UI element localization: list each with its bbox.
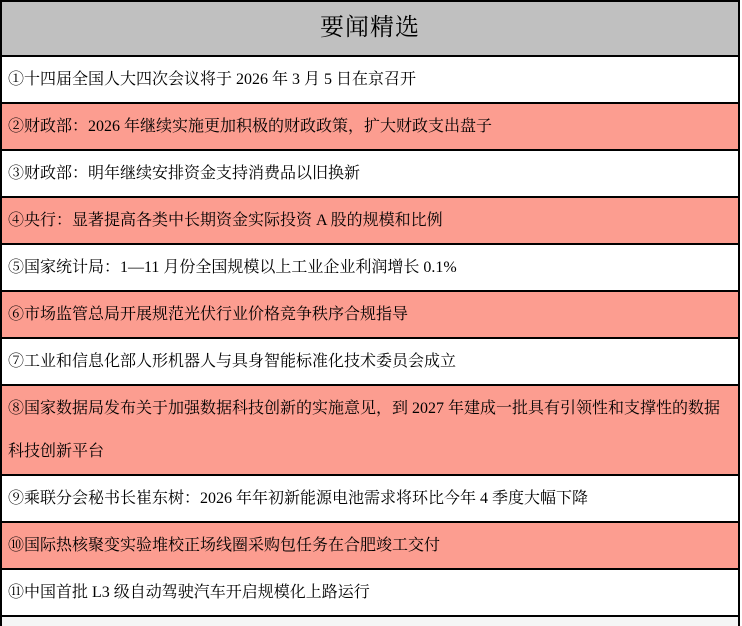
news-item-text: ②财政部：2026 年继续实施更加积极的财政政策，扩大财政支出盘子 [8,118,493,135]
news-row [2,198,738,245]
news-item-text: ④央行：显著提高各类中长期资金实际投资 A 股的规模和比例 [8,212,443,229]
partial-next-row [2,617,738,626]
news-row [2,386,738,476]
news-row [2,57,738,104]
news-row [2,570,738,617]
news-item-text: ⑨乘联分会秘书长崔东树：2026 年年初新能源电池需求将环比今年 4 季度大幅下降 [8,490,589,507]
news-row [2,292,738,339]
news-item-text: ③财政部：明年继续安排资金支持消费品以旧换新 [8,165,361,182]
news-row [2,523,738,570]
news-item-text: ⑦工业和信息化部人形机器人与具身智能标准化技术委员会成立 [8,353,457,370]
table-title: 要闻精选 [2,2,738,57]
news-row [2,476,738,523]
news-item-text: ①十四届全国人大四次会议将于 2026 年 3 月 5 日在京召开 [8,71,417,88]
news-item-text: ⑥市场监管总局开展规范光伏行业价格竞争秩序合规指导 [8,306,409,323]
news-row [2,151,738,198]
news-item-text: ⑤国家统计局：1—11 月份全国规模以上工业企业利润增长 0.1% [8,259,457,276]
news-item-text: ⑪中国首批 L3 级自动驾驶汽车开启规模化上路运行 [8,584,370,601]
news-row [2,245,738,292]
news-row [2,339,738,386]
news-rows-container [2,57,738,617]
news-row [2,104,738,151]
news-item-text: ⑩国际热核聚变实验堆校正场线圈采购包任务在合肥竣工交付 [8,537,441,554]
news-item-text: ⑧国家数据局发布关于加强数据科技创新的实施意见，到 2027 年建成一批具有引领性和支撑性的数据科技创新平台 [8,400,721,460]
